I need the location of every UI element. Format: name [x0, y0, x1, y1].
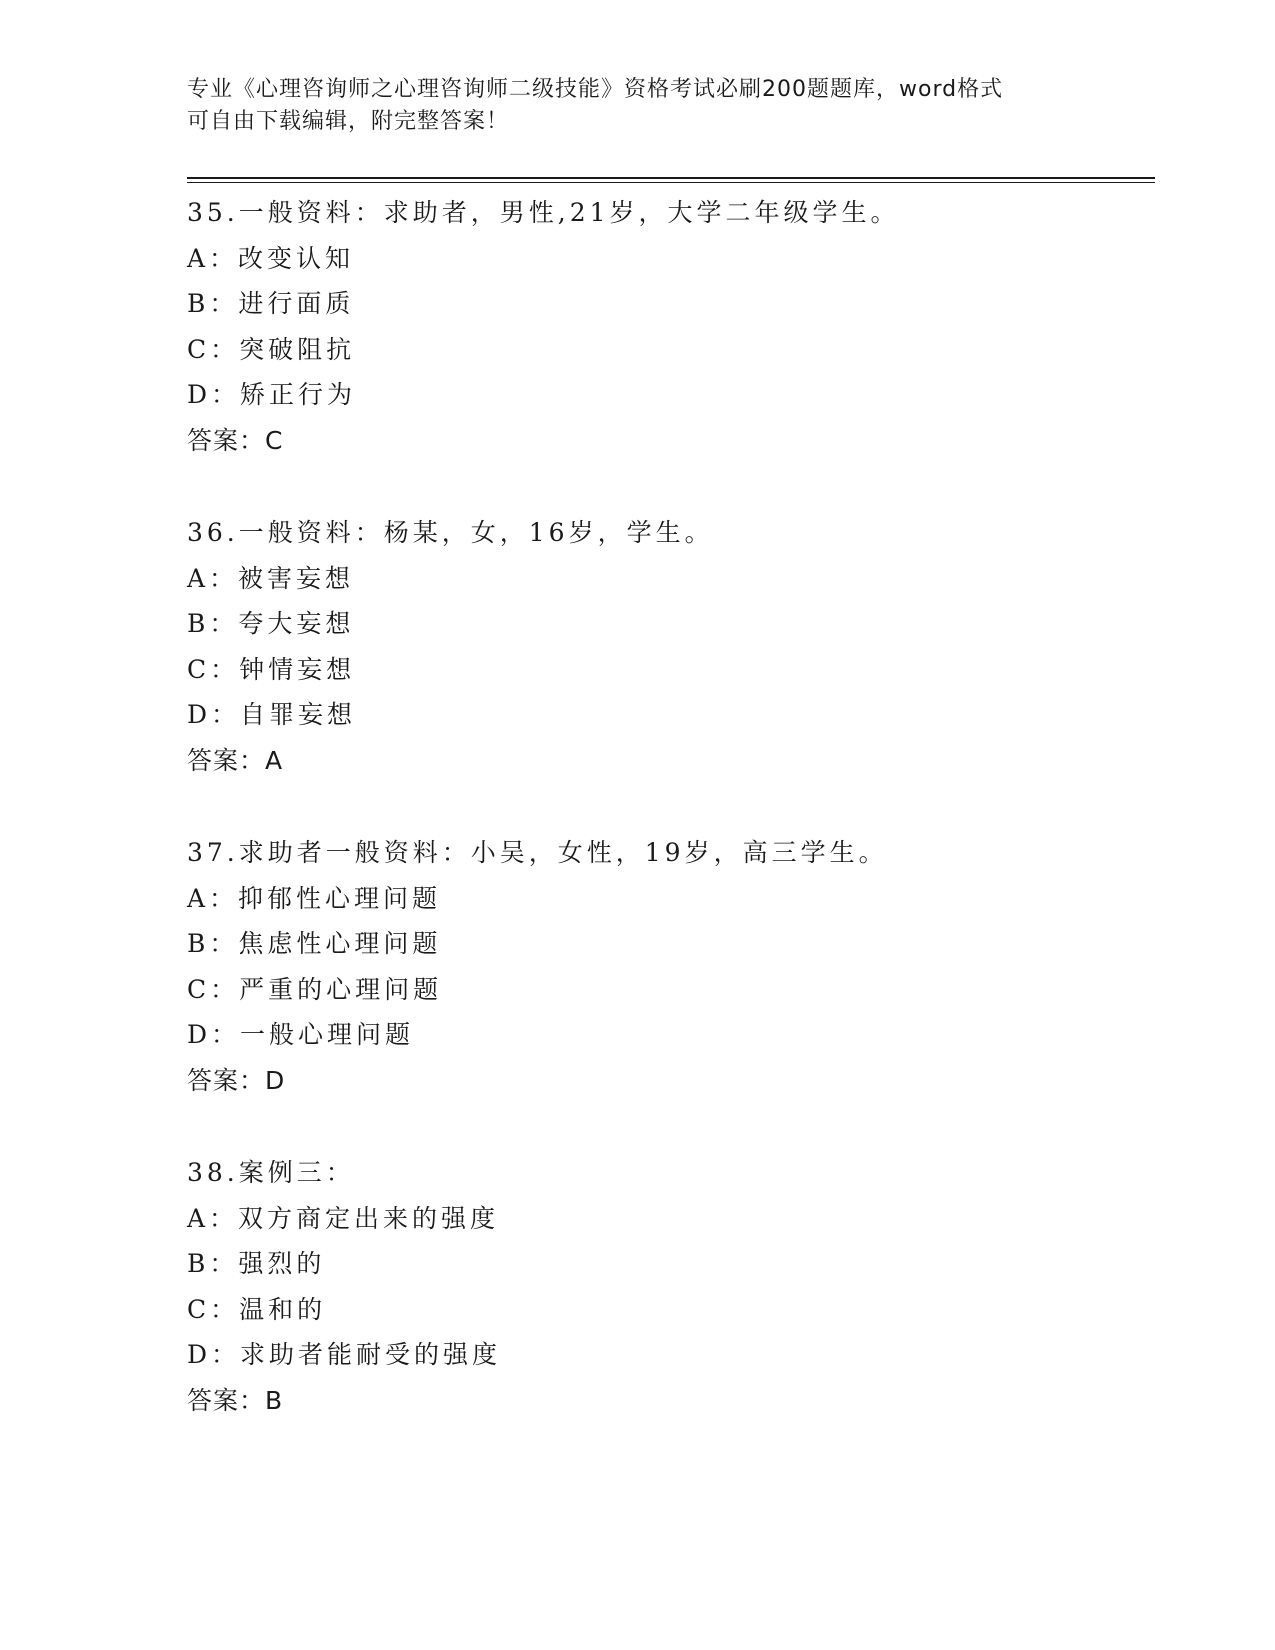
answer: 答案：A — [187, 745, 284, 775]
question-35 — [187, 190, 1147, 510]
option-c: C：突破阻抗 — [187, 334, 356, 364]
document-header — [187, 74, 1087, 138]
option-a: A：双方商定出来的强度 — [187, 1203, 500, 1233]
question-36 — [187, 510, 1147, 830]
option-a: A：抑郁性心理问题 — [187, 883, 442, 913]
header-line-1: 专业《心理咨询师之心理咨询师二级技能》资格考试必刷200题题库，word格式 — [187, 77, 1004, 102]
answer: 答案：B — [187, 1385, 284, 1415]
question-list — [187, 190, 1147, 1470]
option-a: A：被害妄想 — [187, 563, 355, 593]
option-c: C：严重的心理问题 — [187, 974, 443, 1004]
option-d: D：一般心理问题 — [187, 1020, 415, 1050]
option-b: B：进行面质 — [187, 289, 355, 319]
option-d: D：矫正行为 — [187, 380, 357, 410]
question-37 — [187, 830, 1147, 1150]
header-line-2: 可自由下载编辑，附完整答案！ — [187, 109, 510, 134]
option-c: C：温和的 — [187, 1294, 327, 1324]
option-c: C：钟情妄想 — [187, 654, 356, 684]
answer: 答案：D — [187, 1065, 286, 1095]
option-d: D：自罪妄想 — [187, 700, 357, 730]
question-stem: 35.一般资料：求助者，男性,21岁，大学二年级学生。 — [187, 198, 900, 227]
option-d: D：求助者能耐受的强度 — [187, 1340, 502, 1370]
header-divider-thin — [187, 182, 1155, 183]
option-a: A：改变认知 — [187, 243, 355, 273]
question-38 — [187, 1150, 1147, 1470]
question-stem: 36.一般资料：杨某，女，16岁，学生。 — [187, 518, 714, 547]
option-b: B：焦虑性心理问题 — [187, 929, 442, 959]
option-b: B：夸大妄想 — [187, 609, 355, 639]
option-b: B：强烈的 — [187, 1249, 326, 1279]
answer: 答案：C — [187, 425, 284, 455]
question-stem: 38.案例三： — [187, 1158, 355, 1187]
question-stem: 37.求助者一般资料：小吴，女性，19岁，高三学生。 — [187, 838, 888, 867]
header-divider-thick — [187, 177, 1155, 179]
